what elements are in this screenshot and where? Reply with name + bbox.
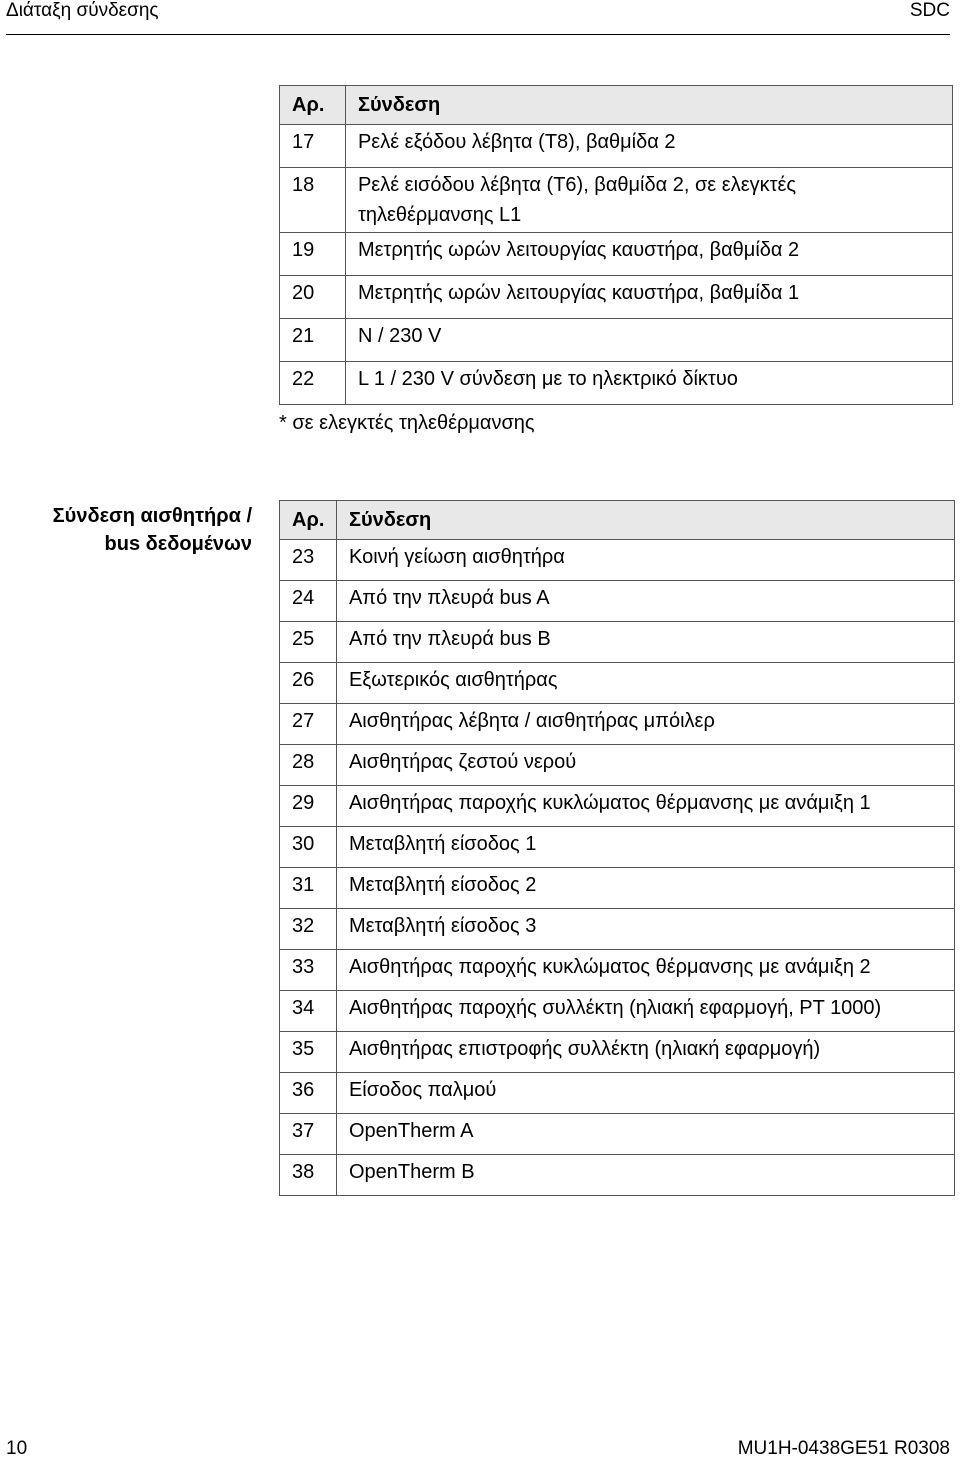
column-header-connection: Σύνδεση [345,86,952,125]
row-description: Μεταβλητή είσοδος 1 [336,827,954,868]
table-header-row [280,86,953,125]
row-description: Μετρητής ωρών λειτουργίας καυστήρα, βαθμίδα 1 [345,276,952,319]
row-description [345,168,952,233]
table-row [280,950,955,991]
row-number: 21 [280,319,346,362]
footnote: * σε ελεγκτές τηλεθέρμανσης [279,412,535,434]
table-row [280,276,953,319]
section-heading-line1: Σύνδεση αισθητήρα / [52,505,252,527]
page-number: 10 [6,1438,28,1459]
document-code: MU1H-0438GE51 R0308 [737,1438,950,1459]
table-row [280,362,953,405]
table-row [280,1073,955,1114]
row-number: 24 [280,581,337,622]
row-number: 17 [280,125,346,168]
header-brand: SDC [909,0,950,21]
row-description: Μετρητής ωρών λειτουργίας καυστήρα, βαθμίδα 2 [345,233,952,276]
table-row [280,233,953,276]
row-description: Αισθητήρας παροχής κυκλώματος θέρμανσης με ανάμιξη 2 [336,950,954,991]
row-number: 29 [280,786,337,827]
row-number: 35 [280,1032,337,1073]
row-description-line2: τηλεθέρμανσης L1 [357,204,522,226]
table-row [280,622,955,663]
row-number: 22 [280,362,346,405]
row-number: 20 [280,276,346,319]
table-row [280,663,955,704]
row-number: 19 [280,233,346,276]
row-description: Αισθητήρας λέβητα / αισθητήρας μπόιλερ [336,704,954,745]
table-row [280,1032,955,1073]
table-row [280,168,953,233]
table-row [280,125,953,168]
table-row [280,1155,955,1196]
row-description: OpenTherm B [336,1155,954,1196]
table-row [280,1114,955,1155]
table-row [280,786,955,827]
column-header-number: Αρ. [280,86,346,125]
page-header [6,0,950,35]
table-header-row [280,501,955,540]
table-row [280,868,955,909]
table-row [280,540,955,581]
row-number: 23 [280,540,337,581]
row-description: Αισθητήρας επιστροφής συλλέκτη (ηλιακή εφαρμογή) [336,1032,954,1073]
connection-table-2 [279,500,955,1196]
row-number: 36 [280,1073,337,1114]
header-title: Διάταξη σύνδεσης [6,0,159,21]
row-number: 31 [280,868,337,909]
row-number: 25 [280,622,337,663]
row-description: Από την πλευρά bus B [336,622,954,663]
row-description: Εξωτερικός αισθητήρας [336,663,954,704]
row-number: 38 [280,1155,337,1196]
row-description-line1: Ρελέ εισόδου λέβητα (T6), βαθμίδα 2, σε ελεγκτές [357,174,797,196]
row-number: 33 [280,950,337,991]
section-heading [14,502,252,558]
row-description: OpenTherm A [336,1114,954,1155]
connection-table-1 [279,85,953,405]
table-row [280,581,955,622]
row-number: 30 [280,827,337,868]
table-row [280,991,955,1032]
column-header-number: Αρ. [280,501,337,540]
table-row [280,319,953,362]
row-number: 32 [280,909,337,950]
row-description: Μεταβλητή είσοδος 2 [336,868,954,909]
row-number: 27 [280,704,337,745]
row-description: Αισθητήρας ζεστού νερού [336,745,954,786]
column-header-connection: Σύνδεση [336,501,954,540]
row-description: Από την πλευρά bus A [336,581,954,622]
row-description: Ρελέ εξόδου λέβητα (T8), βαθμίδα 2 [345,125,952,168]
row-description: Μεταβλητή είσοδος 3 [336,909,954,950]
row-number: 37 [280,1114,337,1155]
row-description: N / 230 V [345,319,952,362]
table-row [280,704,955,745]
row-number: 34 [280,991,337,1032]
row-number: 18 [280,168,346,233]
row-number: 26 [280,663,337,704]
row-description: Αισθητήρας παροχής κυκλώματος θέρμανσης με ανάμιξη 1 [336,786,954,827]
table-row [280,909,955,950]
row-description: L 1 / 230 V σύνδεση με το ηλεκτρικό δίκτυο [345,362,952,405]
table-row [280,745,955,786]
section-heading-line2: bus δεδομένων [104,533,252,555]
row-description: Είσοδος παλμού [336,1073,954,1114]
row-description: Κοινή γείωση αισθητήρα [336,540,954,581]
row-number: 28 [280,745,337,786]
table-row [280,827,955,868]
row-description: Αισθητήρας παροχής συλλέκτη (ηλιακή εφαρμογή, PT 1000) [336,991,954,1032]
